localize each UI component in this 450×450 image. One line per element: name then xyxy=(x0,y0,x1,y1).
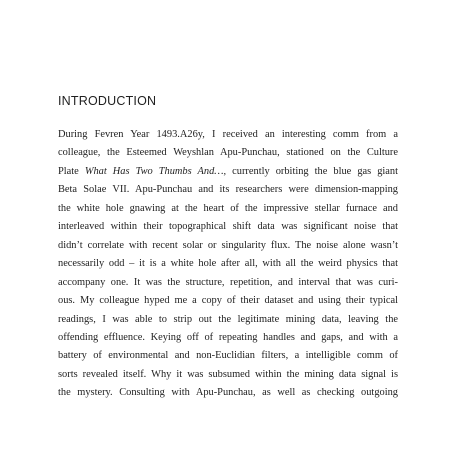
body-line: the mystery. Consulting with Apu-Punchau, as well as checking outgoing xyxy=(58,387,398,399)
body-line-prefix: Plate xyxy=(58,165,79,177)
body-line: ous. My colleague hyped me a copy of their dataset and using their typical xyxy=(58,295,398,307)
body-line: necessarily odd – it is a white hole after all, with all the weird physics that xyxy=(58,258,398,270)
body-line: readings, I was able to strip out the legitimate mining data, leaving the xyxy=(58,313,398,325)
section-heading: INTRODUCTION xyxy=(58,94,157,108)
ship-name: What Has Two Thumbs And…, xyxy=(84,165,227,177)
body-line: sorts revealed itself. Why it was subsumed within the mining data signal is xyxy=(58,368,398,380)
body-line-suffix: currently orbiting the blue gas giant xyxy=(232,165,398,177)
body-line: battery of environmental and non-Euclidian filters, a intelligible comm of xyxy=(58,350,398,362)
body-line: the white hole gnawing at the heart of the impressive stellar furnace and xyxy=(58,202,398,214)
body-line: offending effluence. Keying off of repeating handles and gaps, and with a xyxy=(58,331,398,343)
body-line: Beta Solae VII. Apu-Punchau and its researchers were dimension-mapping xyxy=(58,184,398,196)
body-line: didn’t correlate with recent solar or singularity flux. The noise alone wasn’t xyxy=(58,239,398,251)
body-line xyxy=(58,163,398,181)
body-line: colleague, the Esteemed Weyshlan Apu-Punchau, stationed on the Culture xyxy=(58,147,398,159)
body-line: During Fevren Year 1493.A26y, I received an interesting comm from a xyxy=(58,129,398,140)
introduction-body xyxy=(58,126,398,403)
body-line: interleaved within their topographical shift data was significant noise that xyxy=(58,221,398,233)
body-line: accompany one. It was the structure, repetition, and interval that was curi- xyxy=(58,276,398,288)
